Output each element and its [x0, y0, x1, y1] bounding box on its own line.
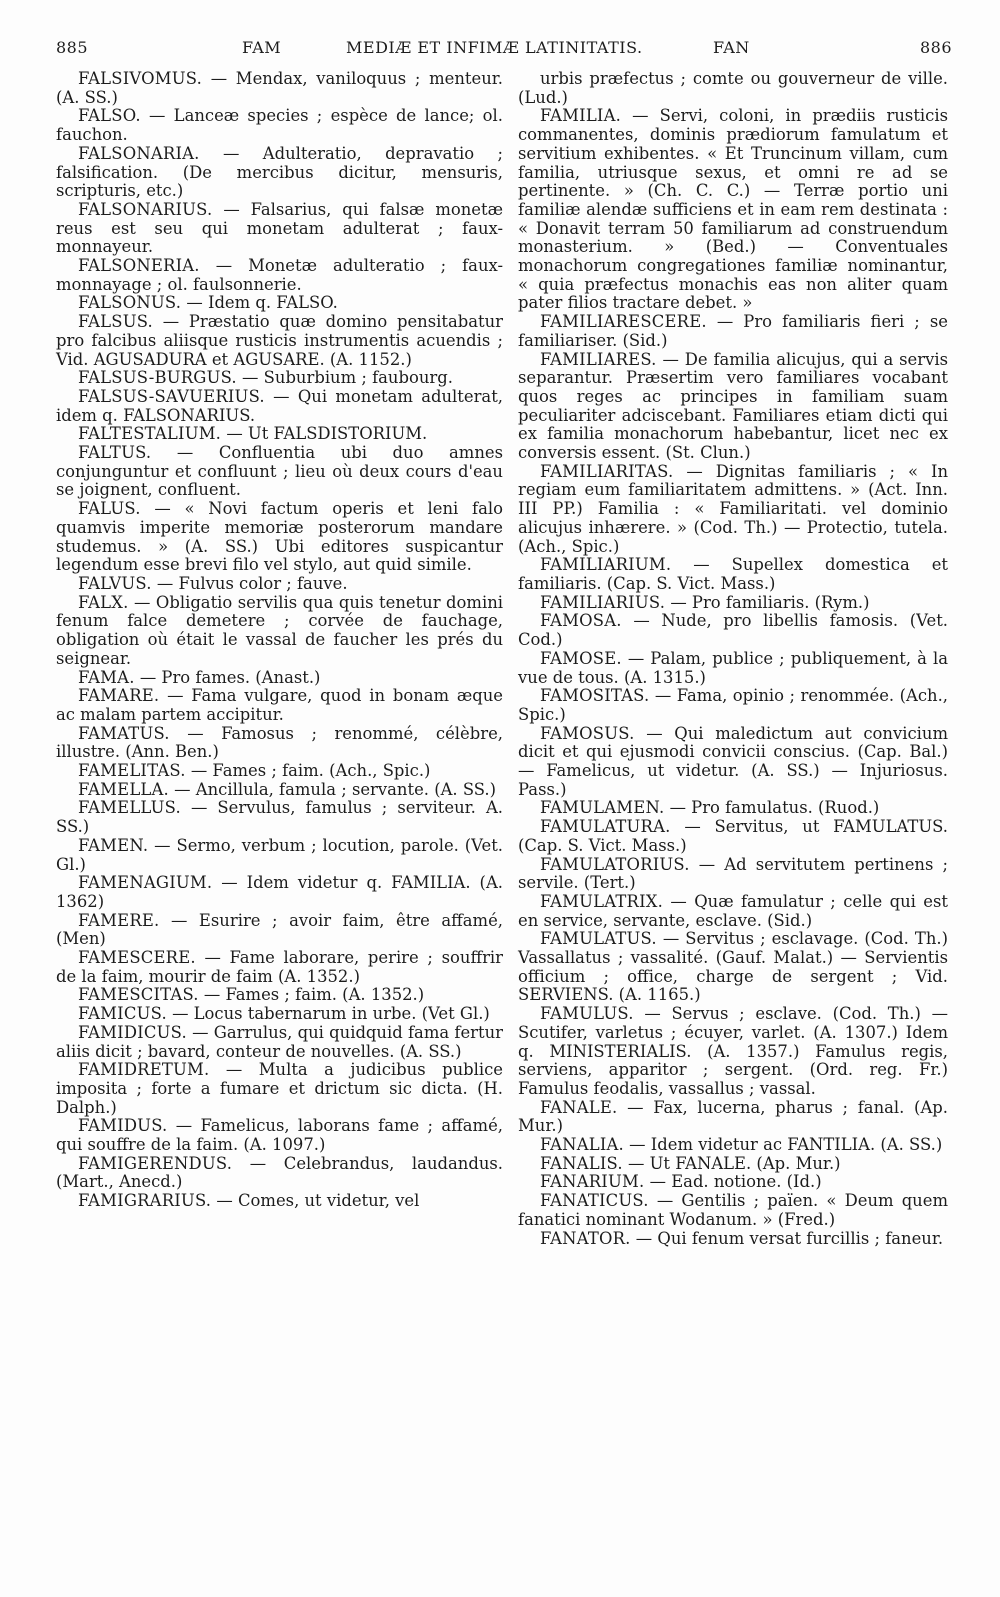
entry-definition: — Servi, coloni, in prædiis rusticis commanentes, dominis prædiorum famulatum et servitium exhibentes. « Et Truncinum villam, cum familia, utriusque sexus, et omni re ad se pertinente. » (Ch. C. C.) — Terræ portio uni familiæ alendæ sufficiens et in eam rem destinata : « Donavit terram 50 familiarum ad construendum monasterium. » (Bed.) — Conventuales monachorum congregationes familiæ nominantur, « quia præfectus monachis eas non aliter quam pater filios tractare debet. » — [518, 106, 948, 313]
entry-definition: — Qui monetam adulterat, idem q. FALSONARIUS. — [56, 386, 503, 425]
entry-headword: FALSIVOMUS. — [78, 69, 203, 88]
right-guide-word: FAN — [713, 38, 750, 57]
entry-headword: FALSONARIUS. — [78, 199, 213, 219]
entry-headword: FAMIDRETUM. — [78, 1060, 210, 1080]
dictionary-entry — [518, 1230, 948, 1249]
entry-definition: — Locus tabernarum in urbe. (Vet Gl.) — [166, 1004, 490, 1024]
dictionary-entry — [518, 463, 948, 557]
entry-headword: FAMULATORIUS. — [540, 854, 690, 874]
right-page-number: 886 — [919, 38, 952, 57]
entry-headword: FAMOSITAS. — [540, 686, 650, 706]
dictionary-entry — [56, 257, 503, 294]
dictionary-entry — [56, 1005, 503, 1024]
entry-headword: FANALE. — [540, 1097, 618, 1117]
dictionary-entry — [56, 500, 503, 575]
entry-definition: — Ut FALSDISTORIUM. — [221, 424, 428, 444]
entry-headword: FAMOSE. — [540, 648, 622, 668]
entry-headword: FALSO. — [78, 106, 141, 126]
entry-headword: FAMIDUS. — [78, 1116, 168, 1136]
dictionary-entry — [56, 949, 503, 986]
entry-definition: — « Novi factum operis et leni falo quamvis imperite memoriæ posterorum mandare studemus. » (A. SS.) Ubi editores suspicantur legendum esse brevi filo vel stylo, aut quid simile. — [56, 499, 503, 575]
left-column — [56, 70, 503, 1211]
entry-headword: FAMIGERENDUS. — [78, 1153, 233, 1173]
dictionary-entry — [56, 986, 503, 1005]
entry-definition: — Ad servitutem pertinens ; servile. (Tert.) — [518, 854, 948, 893]
entry-headword: FAMA. — [78, 667, 135, 687]
dictionary-entry — [56, 388, 503, 425]
entry-headword: FAMULATRIX. — [540, 891, 664, 911]
dictionary-entry — [56, 594, 503, 669]
dictionary-entry — [518, 70, 948, 107]
dictionary-entry — [518, 650, 948, 687]
entry-definition: — Pro familiaris fieri ; se familiariser. (Sid.) — [518, 312, 948, 350]
dictionary-entry — [518, 725, 948, 800]
dictionary-entry — [56, 575, 503, 594]
dictionary-entry — [56, 837, 503, 874]
entry-headword: FAMESCITAS. — [78, 985, 199, 1005]
right-column — [518, 70, 948, 1248]
entry-headword: FAMULATURA. — [540, 817, 671, 837]
dictionary-entry — [518, 1192, 948, 1229]
dictionary-entry — [56, 369, 503, 388]
dictionary-entry — [518, 856, 948, 893]
entry-headword: FAMOSUS. — [540, 723, 635, 743]
entry-definition: — Idem videtur q. FAMILIA. (A. 1362) — [56, 873, 503, 911]
entry-headword: FALSUS. — [78, 312, 153, 332]
dictionary-entry — [56, 781, 503, 800]
entry-definition: — Idem videtur ac FANTILIA. (A. SS.) — [623, 1135, 943, 1155]
dictionary-entry — [56, 444, 503, 500]
entry-definition: — Esurire ; avoir faim, être affamé, (Men) — [56, 910, 503, 949]
entry-definition: — Obligatio servilis qua quis tenetur domini fenum falce demetere ; corvée de fauchage, obligation où était le vassal de faucher les prés du seignear. — [56, 592, 503, 668]
entry-definition: — Celebrandus, laudandus. (Mart., Anecd.) — [56, 1153, 503, 1192]
entry-definition: — Confluentia ubi duo amnes conjunguntur et confluunt ; lieu où deux cours d'eau se joignent, confluent. — [56, 443, 503, 500]
dictionary-entry — [518, 313, 948, 350]
entry-headword: FANALIA. — [540, 1135, 624, 1155]
entry-definition: — Palam, publice ; publiquement, à la vue de tous. (A. 1315.) — [518, 648, 948, 687]
dictionary-entry — [518, 799, 948, 818]
entry-definition: — Comes, ut videtur, vel — [211, 1191, 420, 1211]
entry-definition: — Servitus ; esclavage. (Cod. Th.) Vassallatus ; vassalité. (Gauf. Malat.) — Servientis officium ; office, charge de sergent ; Vid. SERVIENS. (A. 1165.) — [518, 929, 948, 1005]
entry-definition: — Ut FANALE. (Ap. Mur.) — [622, 1153, 841, 1173]
dictionary-entry — [518, 556, 948, 593]
dictionary-entry — [518, 351, 948, 463]
entry-definition: — Fame laborare, perire ; souffrir de la faim, mourir de faim (A. 1352.) — [56, 948, 503, 986]
entry-headword: FAMICUS. — [78, 1004, 167, 1024]
entry-definition: — Pro fames. (Anast.) — [134, 667, 321, 687]
dictionary-entry — [56, 725, 503, 762]
entry-headword: FALX. — [78, 592, 129, 612]
entry-headword: FALTESTALIUM. — [78, 424, 222, 444]
entry-headword: FALSONERIA. — [78, 256, 200, 276]
entry-headword: FAMELITAS. — [78, 761, 186, 781]
dictionary-entry — [56, 107, 503, 144]
entry-headword: FANATOR. — [540, 1228, 631, 1248]
entry-definition: — Monetæ adulteratio ; faux-monnayage ; ol. faulsonnerie. — [56, 256, 503, 294]
dictionary-entry — [56, 1117, 503, 1154]
entry-definition: — Mendax, vaniloquus ; menteur. (A. SS.) — [56, 69, 503, 107]
entry-definition: — Suburbium ; faubourg. — [236, 368, 453, 388]
entry-definition: — De familia alicujus, qui a servis separantur. Præsertim vero familiares vocabant quos reges ac principes in familiam suam peculiariter adciscebant. Familiares etiam dicti qui ex familia monachorum habebantur, licet nec ex conversis essent. (St. Clun.) — [518, 349, 948, 463]
entry-headword: FAMULATUS. — [540, 929, 657, 949]
entry-definition: — Qui maledictum aut convicium dicit et qui ejusmodi convicii conscius. (Cap. Bal.) — Famelicus, ut videtur. (A. SS.) — Injuriosus. Pass.) — [518, 723, 948, 799]
running-header — [56, 38, 952, 62]
dictionary-entry — [518, 1005, 948, 1099]
entry-headword: FAMARE. — [78, 686, 160, 706]
running-title: MEDIÆ ET INFIMÆ LATINITATIS. — [346, 38, 643, 57]
dictionary-entry — [56, 70, 503, 107]
dictionary-entry — [56, 1024, 503, 1061]
entry-headword: FAMILIA. — [540, 106, 622, 126]
entry-headword: FANALIS. — [540, 1153, 623, 1173]
dictionary-entry — [56, 799, 503, 836]
entry-headword: FALTUS. — [78, 443, 152, 463]
entry-definition: — Servulus, famulus ; serviteur. A. SS.) — [56, 798, 503, 837]
entry-headword: FAMILIARIUM. — [540, 555, 672, 575]
entry-headword: FALVUS. — [78, 573, 152, 593]
dictionary-entry — [56, 874, 503, 911]
left-page-number: 885 — [56, 38, 89, 57]
entry-definition: — Lanceæ species ; espèce de lance; ol. fauchon. — [56, 106, 503, 145]
entry-headword: FAMELLUS. — [78, 798, 181, 818]
entry-definition: — Pro familiaris. (Rym.) — [665, 592, 870, 612]
entry-headword: FAMULAMEN. — [540, 798, 665, 818]
dictionary-entry — [56, 145, 503, 201]
entry-definition: — Nude, pro libellis famosis. (Vet. Cod.) — [518, 611, 948, 650]
entry-headword: FAMILIARIUS. — [540, 592, 666, 612]
dictionary-entry — [56, 1061, 503, 1117]
entry-headword: FAMENAGIUM. — [78, 873, 213, 893]
entry-definition: — Ead. notione. (Id.) — [644, 1172, 822, 1192]
dictionary-entry — [518, 612, 948, 649]
entry-definition: — Fama vulgare, quod in bonam æque ac malam partem accipitur. — [56, 686, 503, 724]
dictionary-entry — [56, 669, 503, 688]
entry-definition: — Idem q. FALSO. — [181, 293, 338, 313]
entry-definition: — Servus ; esclave. (Cod. Th.) — Scutifer, varletus ; écuyer, varlet. (A. 1307.) Idem q. MINISTERIALIS. (A. 1357.) Famulus regis, serviens, apparitor ; sergent. (Ord. reg. Fr.) Famulus feodalis, vassallus ; vassal. — [518, 1004, 948, 1098]
dictionary-entry — [518, 893, 948, 930]
entry-definition: — Ancillula, famula ; servante. (A. SS.) — [168, 779, 497, 799]
entry-definition: — Servitus, ut FAMULATUS. (Cap. S. Vict. Mass.) — [518, 817, 948, 855]
dictionary-entry — [518, 930, 948, 1005]
dictionary-entry — [518, 1173, 948, 1192]
entry-headword: FAMILIARES. — [540, 349, 657, 369]
dictionary-entry — [518, 594, 948, 613]
entry-definition: — Fames ; faim. (Ach., Spic.) — [185, 761, 431, 781]
entry-headword: FANARIUM. — [540, 1172, 645, 1192]
entry-headword: FALSUS-SAVUERIUS. — [78, 386, 265, 406]
entry-headword: FAMELLA. — [78, 779, 169, 799]
entry-headword: FAMOSA. — [540, 611, 622, 631]
entry-definition: — Fax, lucerna, pharus ; fanal. (Ap. Mur.) — [518, 1097, 948, 1136]
dictionary-entry — [56, 912, 503, 949]
dictionary-entry — [518, 1099, 948, 1136]
entry-definition: — Pro famulatus. (Ruod.) — [664, 798, 880, 818]
dictionary-entry — [518, 1155, 948, 1174]
entry-headword: FAMILIARITAS. — [540, 461, 674, 481]
entry-definition: — Fulvus color ; fauve. — [151, 573, 348, 593]
entry-headword: FAMERE. — [78, 910, 160, 930]
entry-definition: — Falsarius, qui falsæ monetæ reus est seu qui monetam adulterat ; faux-monnayeur. — [56, 199, 503, 257]
dictionary-entry — [56, 762, 503, 781]
entry-headword: FALSUS-BURGUS. — [78, 368, 237, 388]
entry-definition: — Adulteratio, depravatio ; falsification. (De mercibus dicitur, mensuris, scripturis, etc.) — [56, 143, 503, 201]
entry-definition: — Quæ famulatur ; celle qui est en service, servante, esclave. (Sid.) — [518, 891, 948, 930]
dictionary-entry — [518, 107, 948, 313]
dictionary-entry — [56, 201, 503, 257]
entry-headword: FAMIGRARIUS. — [78, 1191, 212, 1211]
entry-headword: FANATICUS. — [540, 1191, 649, 1211]
entry-definition: — Præstatio quæ domino pensitabatur pro falcibus aliisque rusticis instrumentis acuendis ; Vid. AGUSADURA et AGUSARE. (A. 1152.) — [56, 312, 503, 369]
dictionary-entry — [56, 687, 503, 724]
entry-definition: — Qui fenum versat furcillis ; faneur. — [630, 1228, 944, 1248]
dictionary-entry — [56, 313, 503, 369]
entry-definition: urbis præfectus ; comte ou gouverneur de ville. (Lud.) — [518, 69, 948, 107]
entry-headword: FAMILIARESCERE. — [540, 312, 707, 332]
entry-definition: — Famelicus, laborans fame ; affamé, qui souffre de la faim. (A. 1097.) — [56, 1116, 503, 1155]
dictionary-entry — [56, 294, 503, 313]
entry-definition: — Multa a judicibus publice imposita ; forte a fumare et drictum sic dicta. (H. Dalph.) — [56, 1060, 503, 1117]
entry-definition: — Fames ; faim. (A. 1352.) — [198, 985, 425, 1005]
dictionary-entry — [56, 425, 503, 444]
dictionary-entry — [518, 818, 948, 855]
entry-headword: FALSONUS. — [78, 293, 182, 313]
entry-headword: FALUS. — [78, 499, 141, 519]
entry-headword: FAMEN. — [78, 835, 149, 855]
entry-headword: FAMATUS. — [78, 723, 170, 743]
entry-definition: — Sermo, verbum ; locution, parole. (Vet. Gl.) — [56, 835, 503, 874]
dictionary-entry — [56, 1155, 503, 1192]
entry-headword: FAMESCERE. — [78, 948, 196, 968]
entry-definition: — Famosus ; renommé, célèbre, illustre. (Ann. Ben.) — [56, 723, 503, 762]
left-guide-word: FAM — [242, 38, 282, 57]
entry-headword: FAMULUS. — [540, 1004, 634, 1024]
entry-definition: — Dignitas familiaris ; « In regiam eum familiaritatem admittens. » (Act. Inn. III PP.) Familia : « Familiaritati. vel dominio alicujus inhærere. » (Cod. Th.) — Protectio, tutela. (Ach., Spic.) — [518, 461, 948, 556]
entry-definition: — Fama, opinio ; renommée. (Ach., Spic.) — [518, 686, 948, 724]
dictionary-entry — [518, 687, 948, 724]
dictionary-entry — [518, 1136, 948, 1155]
dictionary-entry — [56, 1192, 503, 1211]
entry-headword: FALSONARIA. — [78, 143, 200, 163]
entry-definition: — Gentilis ; païen. « Deum quem fanatici nominant Wodanum. » (Fred.) — [518, 1191, 948, 1229]
entry-headword: FAMIDICUS. — [78, 1022, 187, 1042]
entry-definition: — Garrulus, qui quidquid fama fertur aliis dicit ; bavard, conteur de nouvelles. (A. SS.) — [56, 1022, 503, 1061]
entry-definition: — Supellex domestica et familiaris. (Cap. S. Vict. Mass.) — [518, 555, 948, 593]
